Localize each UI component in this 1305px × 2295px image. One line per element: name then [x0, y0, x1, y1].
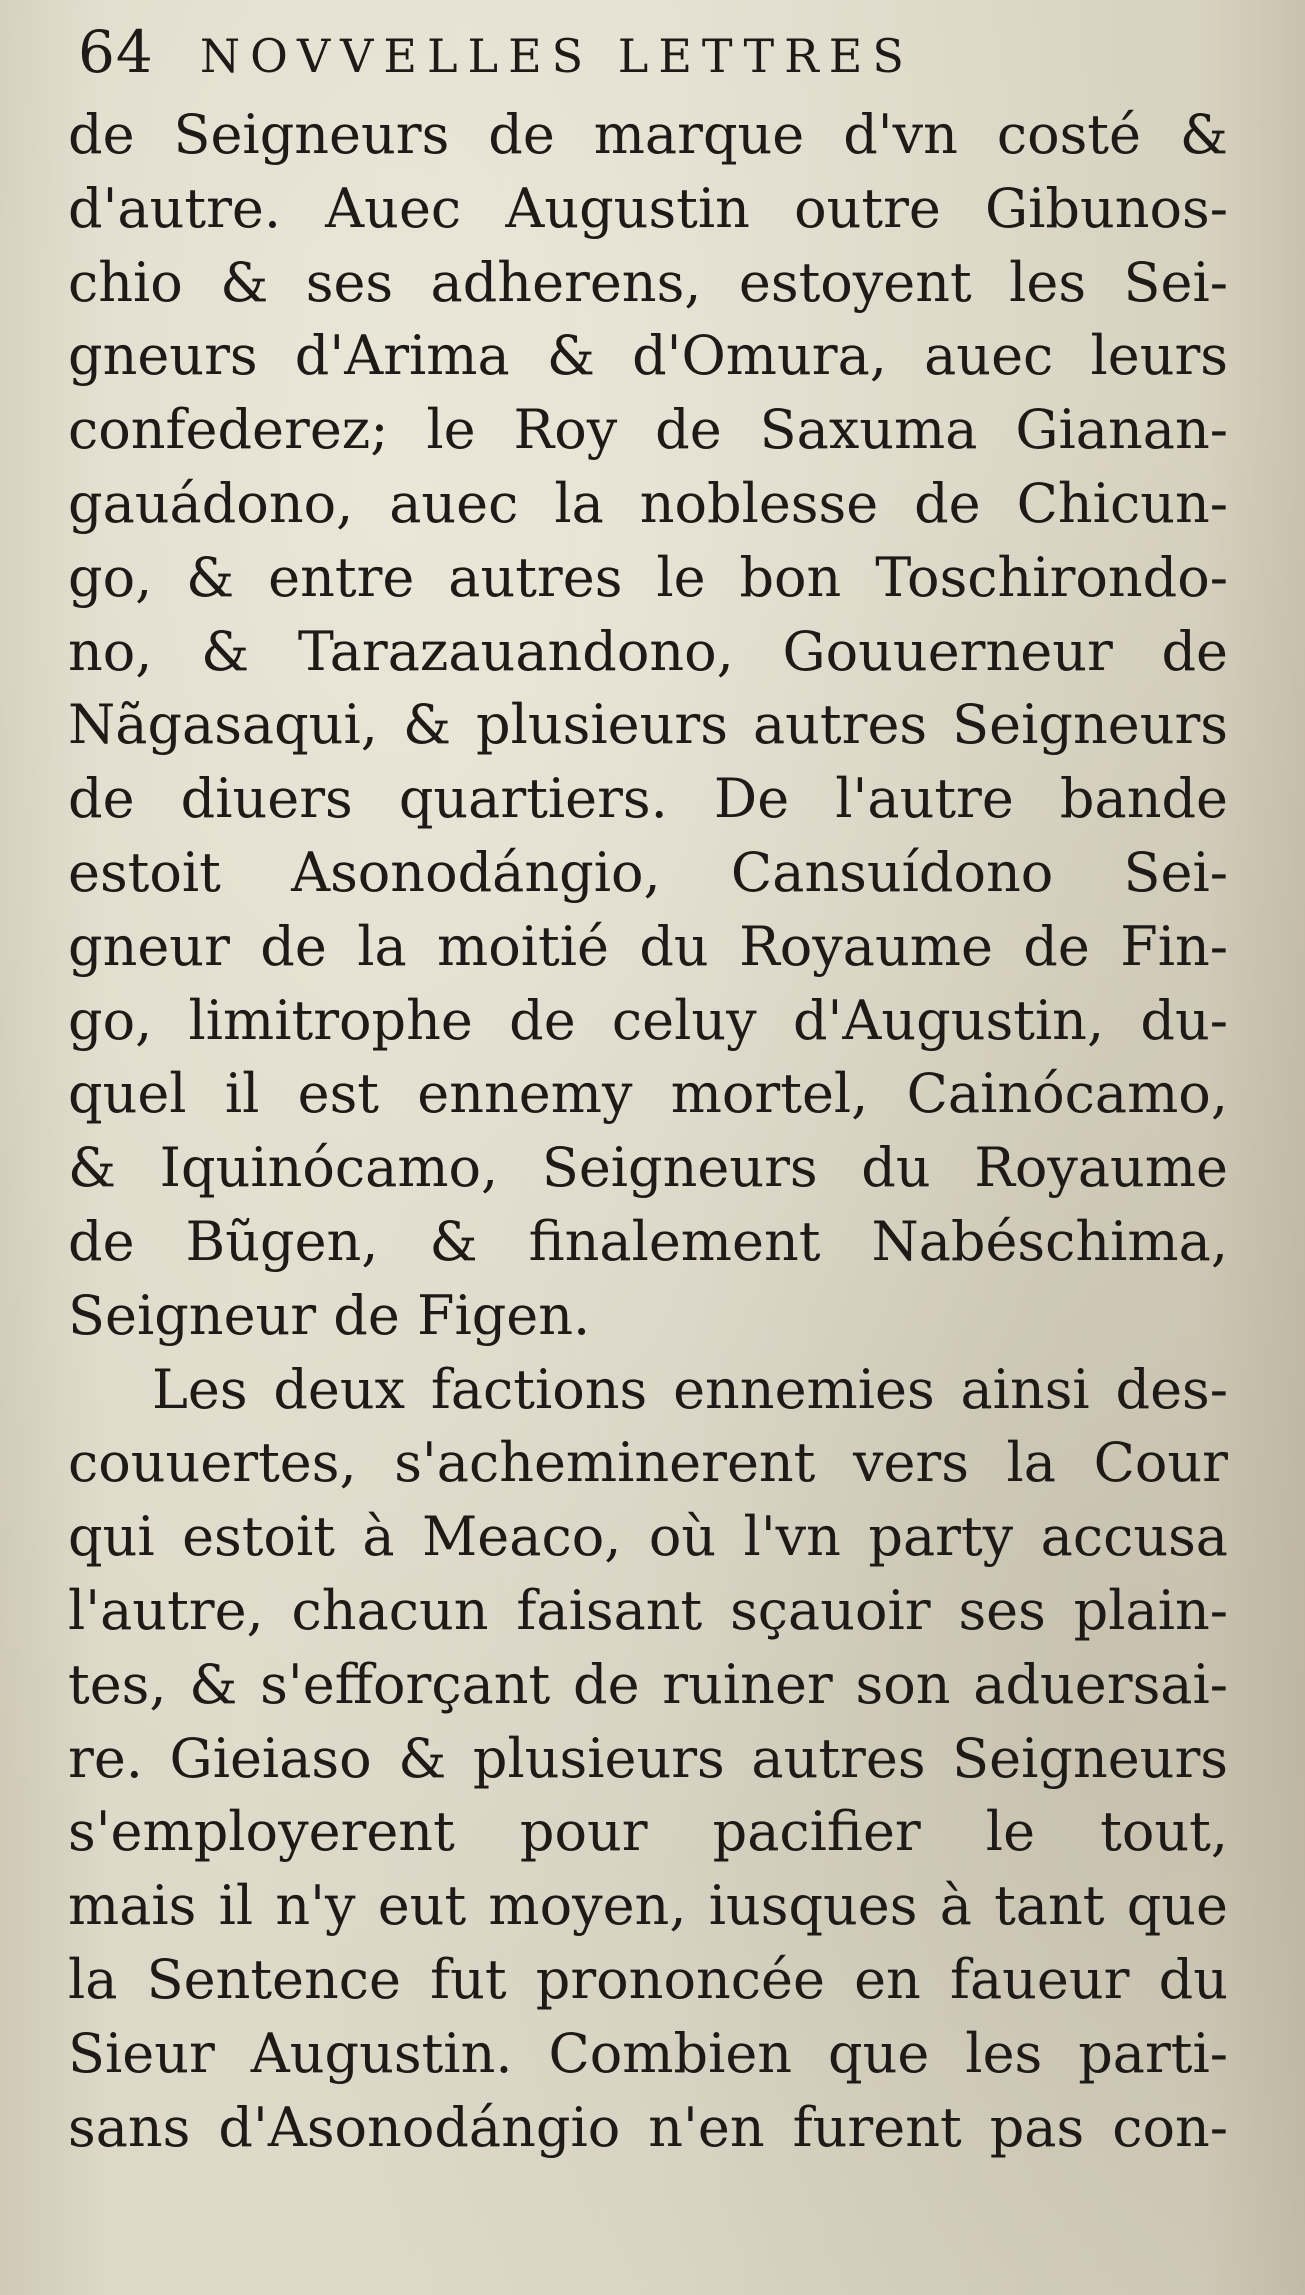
running-title: NOVVELLES LETTRES — [199, 29, 914, 83]
text-line: qui estoit à Meaco, où l'vn party accusa — [68, 1505, 1228, 1569]
text-line: no, & Tarazauandono, Gouuerneur de — [68, 619, 1228, 683]
text-line: l'autre, chacun faisant sçauoir ses plain- — [68, 1578, 1228, 1642]
text-line: tes, & s'efforçant de ruiner son aduersai- — [68, 1652, 1228, 1716]
paragraph-start-line: Les deux factions ennemies ainsi des- — [152, 1357, 1228, 1421]
text-line: quel il est ennemy mortel, Cainócamo, — [68, 1062, 1228, 1126]
text-line: sans d'Asonodángio n'en furent pas con- — [68, 2095, 1228, 2159]
text-line: Nãgasaqui, & plusieurs autres Seigneurs — [68, 693, 1228, 757]
text-line: Sieur Augustin. Combien que les parti- — [68, 2021, 1228, 2085]
text-line: go, & entre autres le bon Toschirondo- — [68, 545, 1228, 609]
text-line: gneur de la moitié du Royaume de Fin- — [68, 914, 1228, 978]
text-line: de diuers quartiers. De l'autre bande — [68, 767, 1228, 831]
body-text — [68, 98, 1228, 2164]
text-line: couuertes, s'acheminerent vers la Cour — [68, 1431, 1228, 1495]
page-number: 64 — [78, 18, 154, 86]
text-line: chio & ses adherens, estoyent les Sei- — [68, 250, 1228, 314]
text-line: go, limitrophe de celuy d'Augustin, du- — [68, 988, 1228, 1052]
text-line: estoit Asonodángio, Cansuídono Sei- — [68, 840, 1228, 904]
text-line: re. Gieiaso & plusieurs autres Seigneurs — [68, 1726, 1228, 1790]
text-line: mais il n'y eut moyen, iusques à tant que — [68, 1874, 1228, 1938]
running-head — [78, 18, 914, 98]
paragraph-end-line: Seigneur de Figen. — [68, 1283, 591, 1347]
text-line: confederez; le Roy de Saxuma Gianan- — [68, 398, 1228, 462]
text-line: gauádono, auec la noblesse de Chicun- — [68, 471, 1228, 535]
text-line: d'autre. Auec Augustin outre Gibunos- — [68, 176, 1228, 240]
text-line: la Sentence fut prononcée en faueur du — [68, 1947, 1228, 2011]
text-line: s'employerent pour pacifier le tout, — [68, 1800, 1228, 1864]
text-line: de Seigneurs de marque d'vn costé & — [68, 103, 1228, 166]
text-line: gneurs d'Arima & d'Omura, auec leurs — [68, 324, 1228, 388]
text-line: & Iquinócamo, Seigneurs du Royaume — [68, 1136, 1228, 1200]
text-line: de Bũgen, & finalement Nabéschima, — [68, 1209, 1228, 1273]
